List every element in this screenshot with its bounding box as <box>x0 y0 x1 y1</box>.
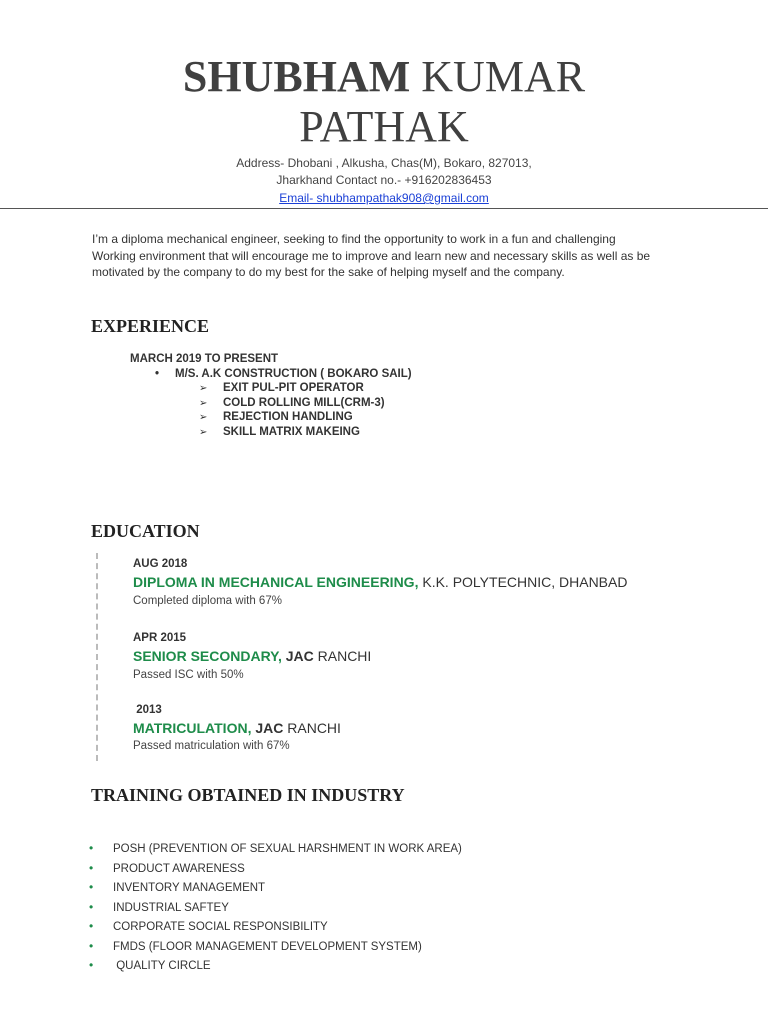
header-divider <box>0 208 768 209</box>
bullet-icon: • <box>89 841 94 855</box>
list-item <box>89 956 462 976</box>
education-date: APR 2015 <box>133 632 187 644</box>
duty-text: COLD ROLLING MILL(CRM-3) <box>223 396 385 409</box>
duty-item <box>130 425 412 440</box>
experience-company <box>130 367 412 382</box>
training-text: PRODUCT AWARENESS <box>113 862 245 875</box>
arrow-bullet-icon: ➢ <box>199 426 208 438</box>
education-item <box>133 556 627 609</box>
training-text: CORPORATE SOCIAL RESPONSIBILITY <box>113 921 328 933</box>
company-name: M/S. A.K CONSTRUCTION ( BOKARO SAIL) <box>175 367 412 380</box>
arrow-bullet-icon: ➢ <box>199 412 208 423</box>
training-text: QUALITY CIRCLE <box>113 960 211 972</box>
training-text: FMDS (FLOOR MANAGEMENT DEVELOPMENT SYSTEM) <box>113 940 422 953</box>
education-item <box>133 630 371 683</box>
list-item <box>89 917 462 937</box>
bullet-icon: • <box>89 919 94 933</box>
training-heading: TRAINING OBTAINED IN INDUSTRY <box>91 785 405 805</box>
list-item <box>89 898 462 918</box>
education-detail: Passed ISC with 50% <box>133 669 244 681</box>
duty-item <box>130 396 412 411</box>
board-name: JAC <box>281 648 314 664</box>
list-item <box>89 859 462 879</box>
institution-name: K.K. POLYTECHNIC, DHANBAD <box>418 574 628 590</box>
board-name: JAC <box>251 720 284 736</box>
resume-header <box>0 52 768 207</box>
education-item <box>133 702 341 754</box>
bullet-icon: • <box>89 938 94 953</box>
training-list <box>89 839 462 976</box>
bullet-icon: • <box>89 880 94 894</box>
duty-item <box>130 381 412 396</box>
bullet-icon: • <box>89 958 94 972</box>
education-date: AUG 2018 <box>133 558 188 570</box>
duty-text: EXIT PUL-PIT OPERATOR <box>223 382 364 394</box>
training-text: INDUSTRIAL SAFTEY <box>113 901 229 914</box>
name-middle: KUMAR <box>410 52 586 101</box>
duty-text: SKILL MATRIX MAKEING <box>223 425 360 438</box>
institution-name: RANCHI <box>283 720 341 736</box>
education-heading: EDUCATION <box>91 521 200 541</box>
bullet-icon: • <box>89 860 94 875</box>
bullet-icon: • <box>89 899 94 914</box>
institution-name: RANCHI <box>313 648 372 664</box>
summary-line: motivated by the company to do my best for the sake of helping myself and the company. <box>92 265 565 279</box>
education-timeline-line <box>96 553 98 761</box>
training-text: POSH (PREVENTION OF SEXUAL HARSHMENT IN WORK AREA) <box>113 843 462 855</box>
education-title <box>133 718 341 738</box>
candidate-name-line1 <box>0 52 768 102</box>
education-detail: Passed matriculation with 67% <box>133 740 290 752</box>
education-detail: Completed diploma with 67% <box>133 595 282 607</box>
training-text: INVENTORY MANAGEMENT <box>113 882 266 894</box>
address-line-2: Jharkhand Contact no.- +916202836453 <box>276 173 492 187</box>
education-title <box>133 646 371 666</box>
arrow-bullet-icon: ➢ <box>199 397 208 409</box>
degree-name: SENIOR SECONDARY, <box>133 648 282 664</box>
education-date: 2013 <box>133 704 162 716</box>
degree-name: MATRICULATION, <box>133 720 252 736</box>
duty-item <box>130 410 412 425</box>
name-first: SHUBHAM <box>182 52 411 101</box>
education-title <box>133 572 627 592</box>
name-last: PATHAK <box>299 102 469 151</box>
degree-name: DIPLOMA IN MECHANICAL ENGINEERING, <box>133 574 419 590</box>
email-link[interactable]: Email- shubhampathak908@gmail.com <box>279 191 489 205</box>
experience-heading: EXPERIENCE <box>91 316 210 336</box>
experience-section <box>130 352 412 439</box>
address-line-1: Address- Dhobani , Alkusha, Chas(M), Bokaro, 827013, <box>236 156 532 170</box>
list-item <box>89 878 462 898</box>
list-item <box>89 839 462 859</box>
list-item <box>89 937 462 957</box>
summary-line: Working environment that will encourage me to improve and learn new and necessary skills as well as be <box>92 248 651 263</box>
arrow-bullet-icon: ➢ <box>199 383 208 394</box>
bullet-icon: • <box>155 367 160 380</box>
summary-line: I’m a diploma mechanical engineer, seeking to find the opportunity to work in a fun and challenging <box>92 232 616 246</box>
career-summary <box>92 231 692 281</box>
experience-period: MARCH 2019 TO PRESENT <box>130 353 279 365</box>
duty-text: REJECTION HANDLING <box>223 411 353 423</box>
